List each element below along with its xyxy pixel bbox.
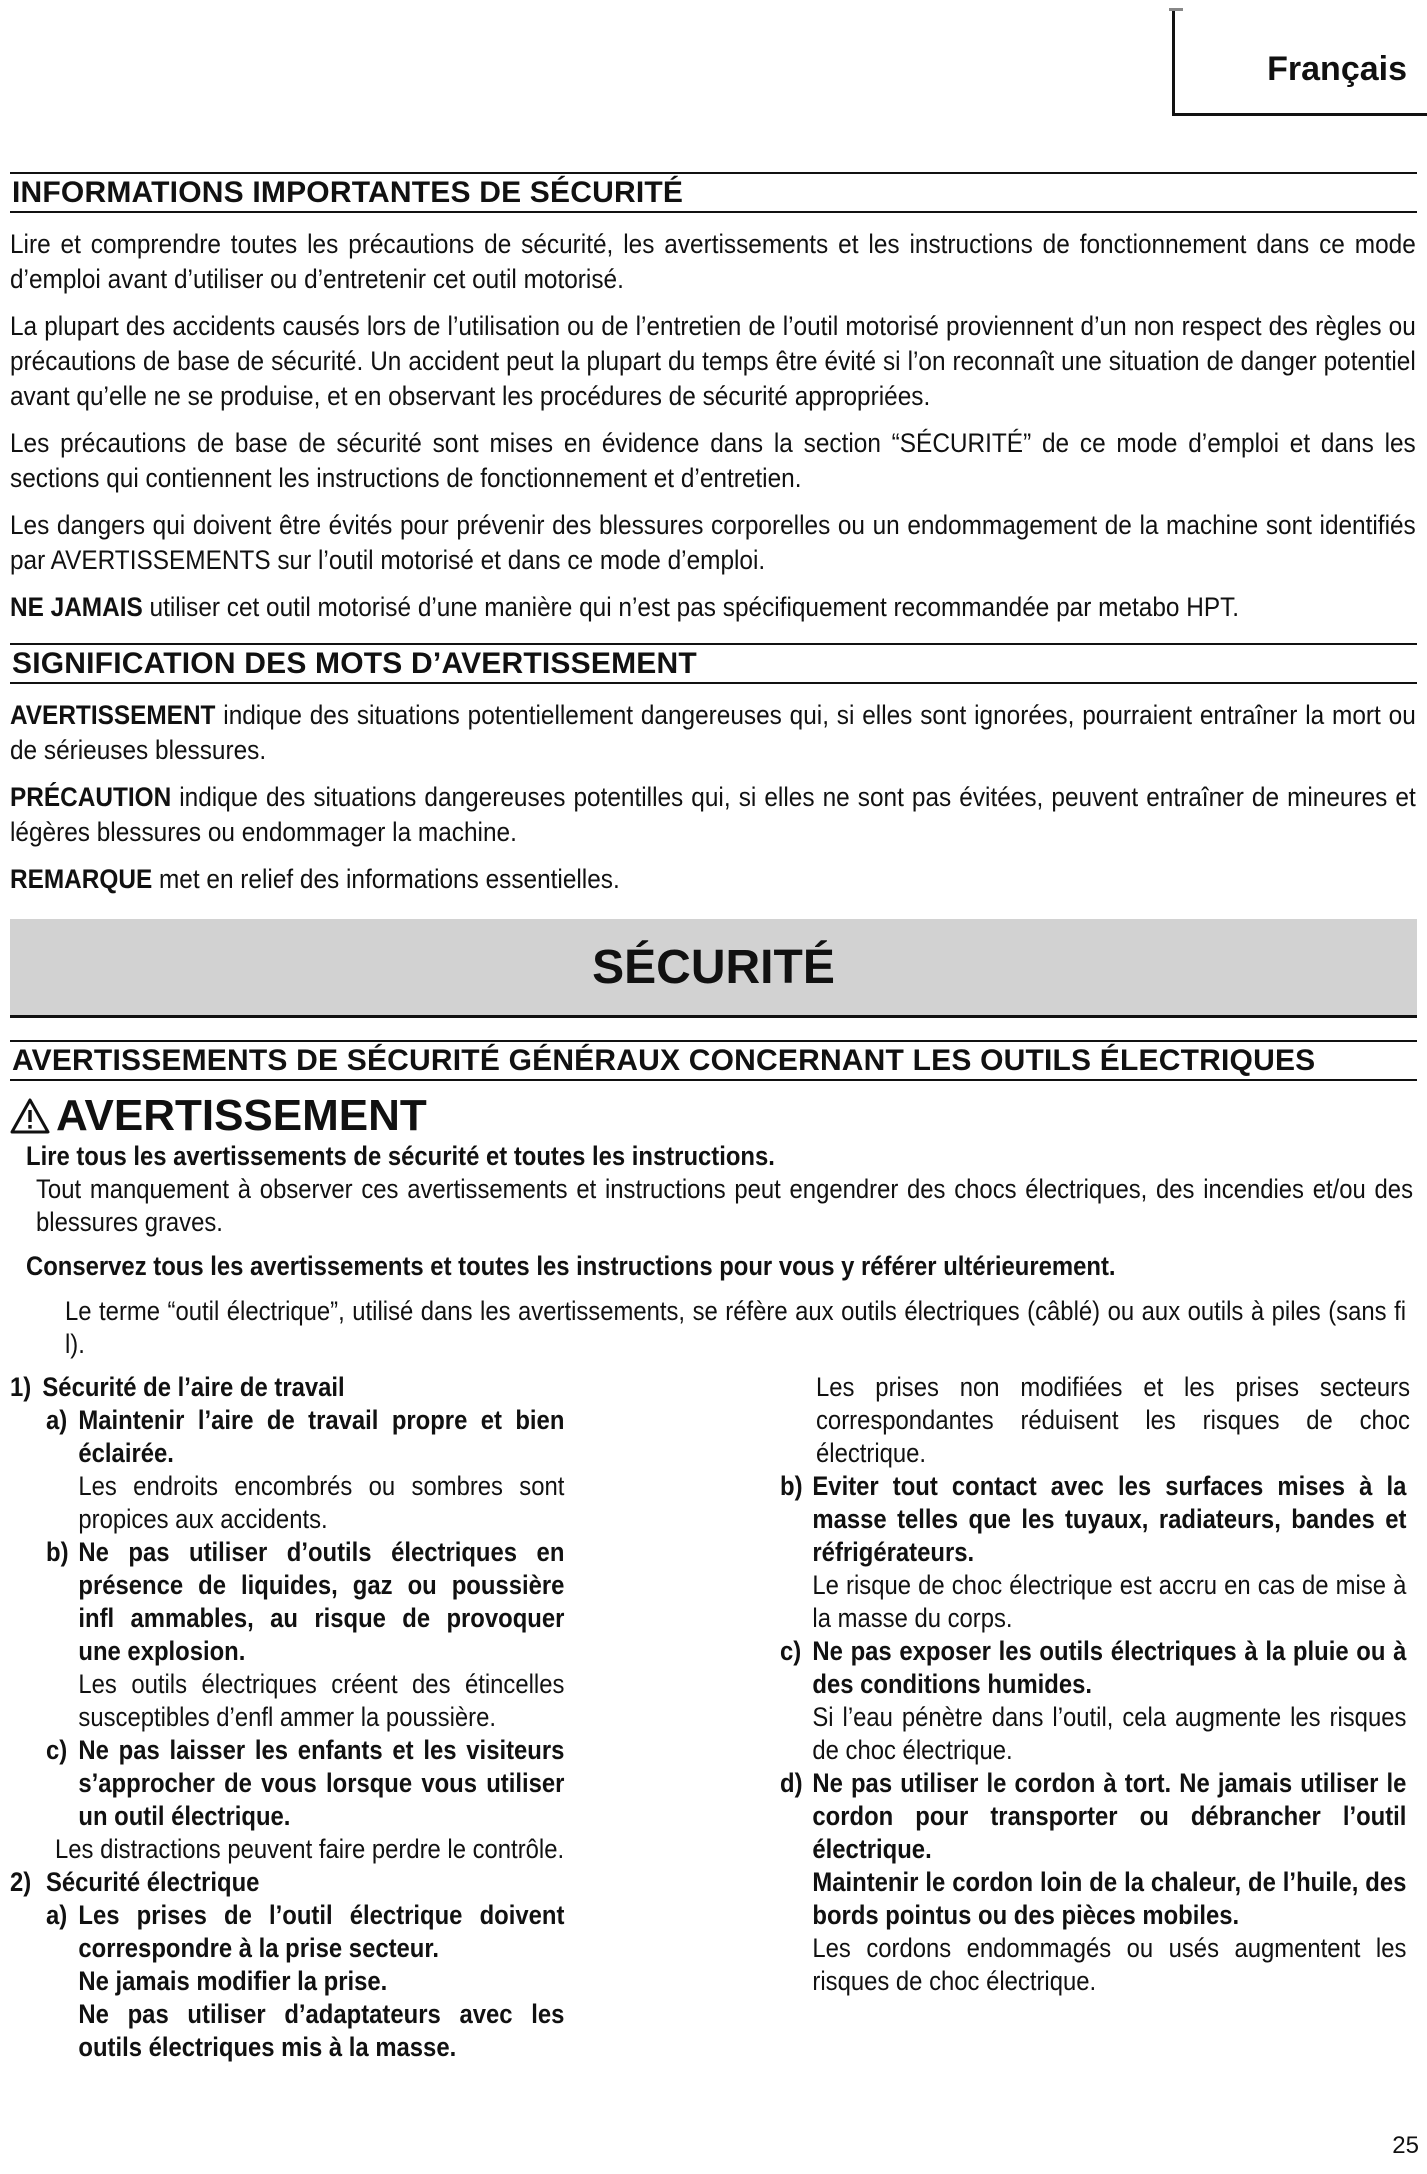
page-content [10, 172, 1417, 2071]
rule-2a-explanation: Les prises non modifiées et les prises secteurs correspondantes réduisent les risques de choc électrique. [816, 1372, 1410, 1468]
general-section-title: AVERTISSEMENTS DE SÉCURITÉ GÉNÉRAUX CONCERNANT LES OUTILS ÉLECTRIQUES [10, 1040, 1417, 1081]
rule-2a-title: Les prises de l’outil électrique doivent correspondre à la prise secteur. [78, 1900, 565, 1963]
rule-2d-title: Ne pas utiliser le cordon à tort. Ne jamais utiliser le cordon pour transporter ou débrancher l’outil électrique. [812, 1768, 1407, 1864]
warning-desc: indique des situations potentiellement dangereuses qui, si elles sont ignorées, pourraient entraîner la mort ou de sérieuses blessures. [10, 700, 1416, 765]
warning-triangle-icon [10, 1097, 50, 1135]
signal-caution [10, 780, 1416, 850]
section-1-heading [10, 1371, 753, 1404]
note-desc: met en relief des informations essentielles. [152, 864, 620, 894]
tab-tick-mark [1169, 8, 1183, 11]
info-paragraph-3: Les précautions de base de sécurité sont mises en évidence dans la section “SÉCURITÉ” de ce mode d’emploi et dans les sections qui contiennent les instructions de fonctionnement et d’entretien. [10, 428, 1416, 493]
rule-1a-letter: a) [46, 1405, 68, 1435]
language-tab [1172, 8, 1427, 116]
language-label: Français [1267, 50, 1407, 88]
rule-1b-letter: b) [46, 1537, 69, 1567]
rule-2b [780, 1470, 1410, 1635]
safety-banner: SÉCURITÉ [10, 919, 1417, 1018]
failure-paragraph: Tout manquement à observer ces avertissements et instructions peut engendrer des chocs électriques, des incendies et/ou des blessures graves. [36, 1174, 1413, 1237]
keep-instructions: Conservez tous les avertissements et toutes les instructions pour vous y référer ultérieurement. [26, 1251, 1116, 1281]
left-column [10, 1371, 760, 2064]
term-paragraph: Le terme “outil électrique”, utilisé dans les avertissements, se réfère aux outils électriques (câblé) ou aux outils à piles (sans fi l). [65, 1296, 1406, 1359]
page-number: 25 [1392, 2132, 1419, 2159]
rule-2d-title-2: Maintenir le cordon loin de la chaleur, de l’huile, des bords pointus ou des pièces mobiles. [812, 1867, 1407, 1930]
rule-2a [46, 1899, 753, 2064]
info-paragraph-5 [10, 590, 1416, 625]
rule-2c-letter: c) [780, 1636, 802, 1666]
info-paragraph-2: La plupart des accidents causés lors de l’utilisation ou de l’entretien de l’outil motorisé proviennent d’un non respect des règles ou précautions de base de sécurité. Un accident peut la plupart du temps être évité si l’on reconnaît une situation de danger potentiel avant qu’elle ne se produise, et en observant les procédures de sécurité appropriées. [10, 311, 1416, 411]
rule-2a-line-2: Ne jamais modifier la prise. [78, 1966, 388, 1996]
caution-word: PRÉCAUTION [10, 782, 172, 812]
section-2-title: Sécurité électrique [46, 1867, 260, 1897]
rule-2d-text: Les cordons endommagés ou usés augmentent les risques de choc électrique. [812, 1933, 1407, 1996]
rule-1a-title: Maintenir l’aire de travail propre et bien éclairée. [78, 1405, 565, 1468]
section-2-number: 2) [10, 1867, 32, 1897]
two-column-rules [10, 1371, 1417, 2071]
warning-heading-label: AVERTISSEMENT [56, 1091, 427, 1140]
rule-1a-text: Les endroits encombrés ou sombres sont propices aux accidents. [78, 1471, 565, 1534]
rule-2d [780, 1767, 1410, 1998]
info-paragraph-1: Lire et comprendre toutes les précautions de sécurité, les avertissements et les instructions de fonctionnement dans ce mode d’emploi avant d’utiliser ou d’entretenir cet outil motorisé. [10, 229, 1416, 294]
rule-1c-letter: c) [46, 1735, 68, 1765]
warning-heading [10, 1093, 1417, 1139]
read-all-instructions: Lire tous les avertissements de sécurité et toutes les instructions. [26, 1141, 775, 1171]
info-paragraph-4: Les dangers qui doivent être évités pour prévenir des blessures corporelles ou un endommagement de la machine sont identifiés par AVERTISSEMENTS sur l’outil motorisé et dans ce mode d’emploi. [10, 510, 1416, 575]
rule-1b [46, 1536, 753, 1734]
rule-1b-title: Ne pas utiliser d’outils électriques en présence de liquides, gaz ou poussière infl ammables, au risque de provoquer une explosion. [78, 1537, 565, 1666]
section-1-number: 1) [10, 1372, 32, 1402]
caution-desc: indique des situations dangereuses potentilles qui, si elles ne sont pas évitées, peuvent entraîner de mineures et légères blessures ou endommager la machine. [10, 782, 1416, 847]
section-1-title: Sécurité de l’aire de travail [42, 1372, 345, 1402]
never-label: NE JAMAIS [10, 592, 143, 622]
rule-2c-title: Ne pas exposer les outils électriques à la pluie ou à des conditions humides. [812, 1636, 1407, 1699]
warning-word: AVERTISSEMENT [10, 700, 216, 730]
note-word: REMARQUE [10, 864, 153, 894]
right-column [780, 1371, 1427, 1998]
rule-2a-letter: a) [46, 1900, 68, 1930]
rule-1c [46, 1734, 753, 1833]
rule-2d-letter: d) [780, 1768, 803, 1798]
rule-2b-letter: b) [780, 1471, 803, 1501]
section-2-heading [10, 1866, 753, 1899]
rule-2c-text: Si l’eau pénètre dans l’outil, cela augmente les risques de choc électrique. [812, 1702, 1407, 1765]
info-section-title: INFORMATIONS IMPORTANTES DE SÉCURITÉ [10, 172, 1417, 213]
signal-note [10, 862, 1416, 897]
never-text: utiliser cet outil motorisé d’une manière qui n’est pas spécifiquement recommandée par metabo HPT. [142, 592, 1240, 622]
rule-2b-title: Eviter tout contact avec les surfaces mises à la masse telles que les tuyaux, radiateurs, bandes et réfrigérateurs. [812, 1471, 1407, 1567]
rule-1a [46, 1404, 753, 1536]
rule-1c-title: Ne pas laisser les enfants et les visiteurs s’approcher de vous lorsque vous utiliser un outil électrique. [78, 1735, 565, 1831]
rule-1c-text: Les distractions peuvent faire perdre le contrôle. [55, 1834, 565, 1864]
rule-2c [780, 1635, 1410, 1767]
rule-2a-line-3: Ne pas utiliser d’adaptateurs avec les outils électriques mis à la masse. [78, 1999, 565, 2062]
rule-1b-text: Les outils électriques créent des étincelles susceptibles d’enfl ammer la poussière. [78, 1669, 565, 1732]
signal-warning [10, 698, 1416, 768]
rule-2b-text: Le risque de choc électrique est accru en cas de mise à la masse du corps. [812, 1570, 1407, 1633]
signal-section-title: SIGNIFICATION DES MOTS D’AVERTISSEMENT [10, 643, 1417, 684]
